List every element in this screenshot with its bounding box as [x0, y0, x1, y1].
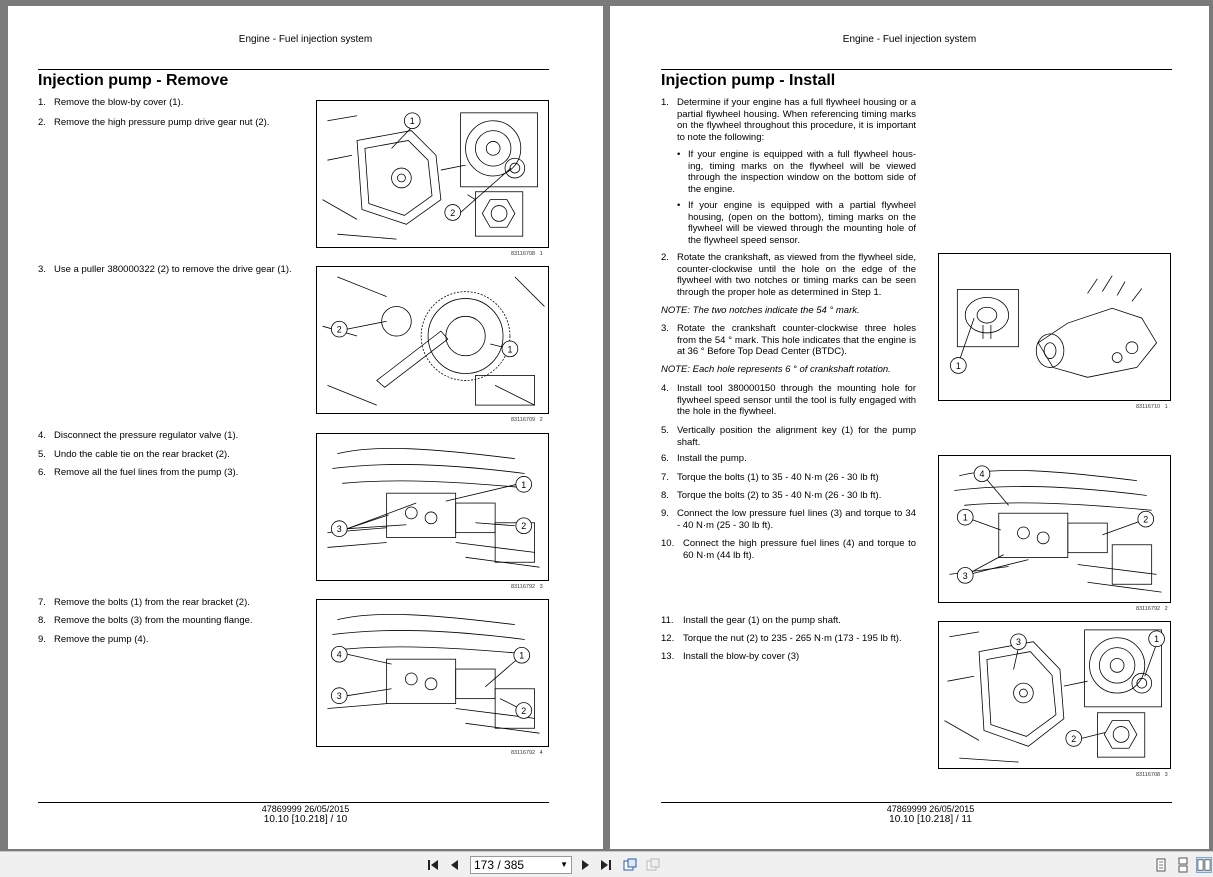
last-page-icon[interactable]	[598, 857, 614, 873]
step: 3. Rotate the crankshaft counter-clockwise three holes from the 54 ° mark. This hole indicates that the engine is at 36 ° Before Top Dead Center (BTDC).	[661, 323, 916, 357]
illustration-pump-installed	[938, 455, 1171, 603]
callout-1	[957, 509, 973, 525]
callout-3	[1011, 634, 1027, 650]
callout-3	[957, 567, 973, 583]
svg-text:4: 4	[336, 649, 342, 660]
callout-2	[1138, 511, 1154, 527]
callout-2	[516, 518, 532, 534]
callout-4	[331, 646, 347, 662]
callout-2	[516, 703, 532, 719]
viewer-toolbar	[0, 851, 1213, 877]
step: 4. Disconnect the pressure regulator valve (1).	[38, 430, 239, 441]
callout-1	[1149, 631, 1165, 647]
figure-id: 83116709 2	[511, 417, 543, 423]
step: 7. Torque the bolts (1) to 35 - 40 N·m (26 - 30 lb ft)	[661, 472, 879, 483]
callout-1	[516, 476, 532, 492]
page-number-field[interactable]: 173 / 385 ▼	[470, 856, 572, 874]
footer-rule	[38, 802, 549, 803]
svg-text:2: 2	[336, 324, 342, 335]
callout-1	[514, 647, 530, 663]
step: 1. Determine if your engine has a full flywheel housing or a partial flywheel housing. When referencing timing marks on the flywheel throughout this procedure, it is important to note the following:	[661, 97, 916, 143]
header-rule	[38, 69, 549, 70]
single-page-icon[interactable]	[1153, 857, 1169, 873]
step: 8. Remove the bolts (3) from the mounting flange.	[38, 615, 253, 626]
step: 3. Use a puller 380000322 (2) to remove the drive gear (1).	[38, 264, 292, 275]
callout-1	[404, 113, 420, 129]
svg-text:2: 2	[521, 705, 527, 716]
figure-id: 83116792 2	[1136, 606, 1168, 612]
svg-text:2: 2	[1071, 733, 1077, 744]
illustration-puller	[316, 266, 549, 414]
step: 2. Rotate the crankshaft, as viewed from the flywheel side, counter-clockwise until the hole on the edge of the flywheel with two notches or timing marks can be seen through the proper hole as determined in Step 1.	[661, 252, 916, 298]
illustration-fuel-lines	[316, 433, 549, 581]
svg-text:1: 1	[519, 650, 525, 661]
section-title: Injection pump - Remove	[38, 72, 229, 89]
previous-view-icon[interactable]	[622, 857, 638, 873]
step: 13. Install the blow-by cover (3)	[661, 651, 800, 662]
callout-1	[950, 358, 966, 374]
step: 11. Install the gear (1) on the pump shaft.	[661, 615, 841, 626]
running-head: Engine - Fuel injection system	[238, 34, 373, 45]
step: 12. Torque the nut (2) to 235 - 265 N·m (173 - 195 lb ft).	[661, 633, 902, 644]
facing-pages-icon[interactable]	[1196, 857, 1212, 873]
step: 5. Vertically position the alignment key (1) for the pump shaft.	[661, 425, 916, 448]
step: 9. Remove the pump (4).	[38, 634, 149, 645]
svg-text:1: 1	[409, 116, 415, 127]
note: NOTE: Each hole represents 6 ° of crankshaft rotation.	[661, 364, 891, 375]
illustration-injection-pump	[938, 253, 1171, 401]
footer-page-number: 10.10 [10.218] / 10	[263, 814, 348, 825]
step: 5. Undo the cable tie on the rear bracket (2).	[38, 449, 230, 460]
svg-text:1: 1	[507, 344, 513, 355]
figure-id: 83116708 1	[511, 251, 543, 257]
footer-code: 47869999 26/05/2015	[261, 804, 350, 814]
callout-2	[445, 205, 461, 221]
svg-text:4: 4	[979, 469, 985, 480]
figure-id: 83116792 3	[511, 584, 543, 590]
previous-page-icon[interactable]	[447, 857, 463, 873]
running-head: Engine - Fuel injection system	[842, 34, 977, 45]
footer-rule	[661, 802, 1172, 803]
step: 2. Remove the high pressure pump drive gear nut (2).	[38, 117, 270, 128]
figure-id: 83116708 3	[1136, 772, 1168, 778]
svg-text:3: 3	[962, 570, 968, 581]
illustration-blow-by-cover	[316, 100, 549, 248]
svg-text:3: 3	[1016, 637, 1021, 648]
callout-3	[331, 688, 347, 704]
step: 8. Torque the bolts (2) to 35 - 40 N·m (26 - 30 lb ft).	[661, 490, 882, 501]
first-page-icon[interactable]	[425, 857, 441, 873]
left-page	[8, 6, 603, 849]
figure-id: 83116792 4	[511, 750, 543, 756]
footer-code: 47869999 26/05/2015	[886, 804, 975, 814]
svg-text:2: 2	[521, 521, 527, 532]
illustration-gear-install	[938, 621, 1171, 769]
continuous-page-icon[interactable]	[1175, 857, 1191, 873]
callout-2	[331, 321, 347, 337]
illustration-pump-bolts	[316, 599, 549, 747]
next-view-icon[interactable]	[645, 857, 661, 873]
right-page	[610, 6, 1209, 849]
bullet-item: • If your engine is equipped with a partial flywheel housing, (open on the bottom), timing marks on the flywheel will be viewed through the mounting hole of the flywheel speed sensor.	[677, 200, 916, 246]
svg-text:3: 3	[336, 691, 342, 702]
svg-text:2: 2	[1143, 514, 1149, 525]
figure-id: 83116710 1	[1136, 404, 1168, 410]
next-page-icon[interactable]	[577, 857, 593, 873]
footer-page-number: 10.10 [10.218] / 11	[889, 814, 972, 825]
chevron-down-icon[interactable]: ▼	[560, 860, 568, 869]
step: 9. Connect the low pressure fuel lines (3) and torque to 34 - 40 N·m (25 - 30 lb ft).	[661, 508, 916, 531]
callout-4	[974, 466, 990, 482]
svg-text:1: 1	[955, 360, 961, 371]
svg-text:1: 1	[1154, 634, 1160, 645]
section-title: Injection pump - Install	[661, 72, 836, 89]
callout-1	[502, 341, 518, 357]
step: 6. Remove all the fuel lines from the pump (3).	[38, 467, 239, 478]
step: 1. Remove the blow-by cover (1).	[38, 97, 184, 108]
step: 6. Install the pump.	[661, 453, 747, 464]
callout-2	[1066, 731, 1082, 747]
svg-text:3: 3	[336, 524, 342, 535]
step: 7. Remove the bolts (1) from the rear bracket (2).	[38, 597, 250, 608]
svg-text:1: 1	[962, 512, 968, 523]
step: 4. Install tool 380000150 through the mounting hole for flywheel speed sensor until the tool is fully engaged with the hole in the flywheel.	[661, 383, 916, 417]
svg-text:1: 1	[521, 479, 527, 490]
note: NOTE: The two notches indicate the 54 ° mark.	[661, 305, 860, 316]
callout-3	[331, 521, 347, 537]
svg-text:2: 2	[450, 207, 456, 218]
bullet-item: • If your engine is equipped with a full flywheel hous-ing, timing marks on the flywheel will be viewed through the inspection window on the bottom side of the engine.	[677, 149, 916, 195]
header-rule	[661, 69, 1172, 70]
step: 10. Connect the high pressure fuel lines (4) and torque to 60 N·m (44 lb ft).	[661, 538, 916, 561]
